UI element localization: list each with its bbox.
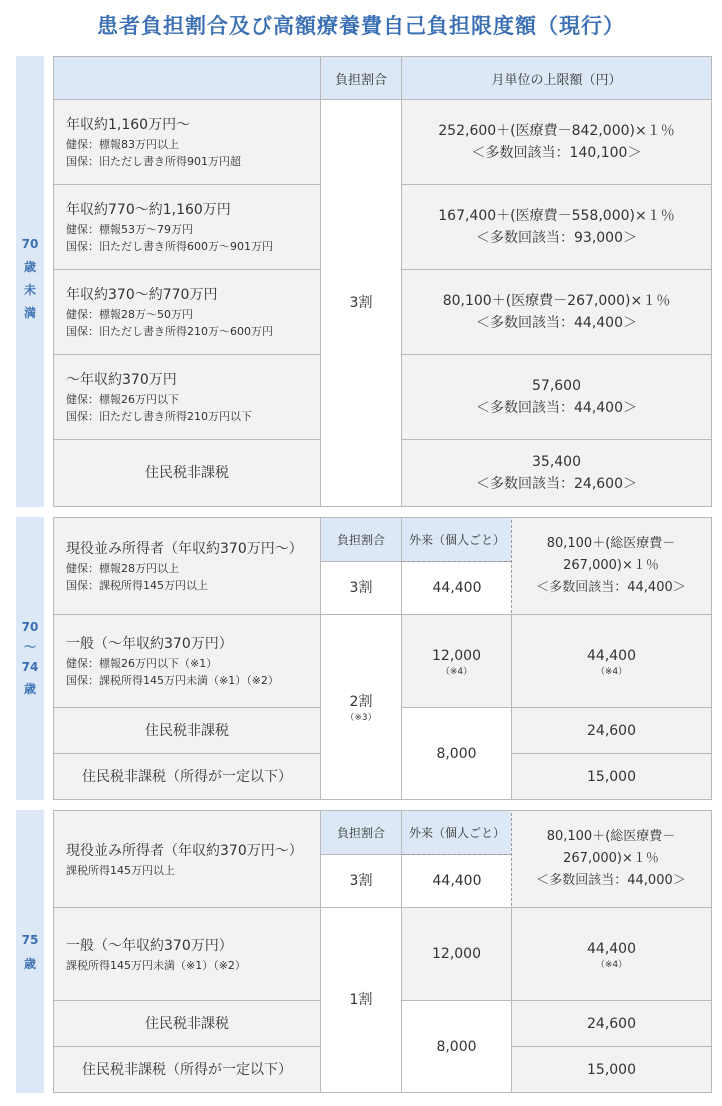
ratio-cell: 3割: [320, 854, 402, 908]
limit-multiple: ＜多数回該当：44,400＞: [536, 580, 686, 595]
limit-nontax-low: 15,000: [511, 753, 712, 800]
age-label-70-74: [16, 517, 44, 800]
income-sub: 国保：旧ただし書き所得210万～600万円: [66, 325, 273, 338]
header-outpatient: 外来（個人ごと）: [401, 810, 512, 855]
ratio-cell: 3割: [320, 561, 402, 615]
limit-note: （※4）: [595, 666, 628, 677]
income-row-high: [53, 517, 321, 615]
age-label-75: [16, 810, 44, 1093]
income-row-nontax: 住民税非課税: [53, 707, 321, 754]
income-main: 年収約370～約770万円: [66, 287, 218, 303]
income-row-general: [53, 907, 321, 1001]
limit-value: 44,400: [587, 647, 636, 664]
income-row-3: [53, 269, 321, 355]
income-row-general: [53, 614, 321, 708]
income-sub: 健保：標報83万円以上: [66, 138, 179, 151]
age-label-char: 歳: [23, 957, 36, 971]
dashed-divider: [511, 520, 512, 613]
ratio-value: 2割: [349, 693, 373, 710]
income-sub: 健保：標報26万円以下: [66, 393, 179, 406]
limit-row-1: [401, 99, 712, 185]
age-label-char: 75: [21, 933, 39, 947]
age-label-char: 歳: [23, 682, 36, 696]
age-label-char: 74: [21, 660, 39, 674]
age-label-char: 70: [21, 620, 39, 634]
ratio-note: （※3）: [345, 712, 377, 723]
income-row-nontax-low: 住民税非課税（所得が一定以下）: [53, 753, 321, 800]
income-sub: 国保：課税所得145万円未満（※1）（※2）: [66, 674, 279, 687]
limit-nontax: 24,600: [511, 1000, 712, 1047]
income-row-5: 住民税非課税: [53, 439, 321, 507]
income-row-nontax: 住民税非課税: [53, 1000, 321, 1047]
limit-formula: 57,600: [532, 378, 581, 394]
age-label-under70: [16, 56, 44, 507]
limit-nontax-low: 15,000: [511, 1046, 712, 1093]
header-ratio: 負担割合: [320, 56, 402, 100]
income-sub: 健保：標報28万円以上: [66, 562, 179, 575]
income-sub: 課税所得145万円以上: [66, 863, 175, 877]
header-blank: [53, 56, 321, 100]
income-sub: 健保：標報53万～79万円: [66, 223, 193, 236]
income-main: 現役並み所得者（年収約370万円～）: [66, 541, 303, 557]
limit-value: 44,400: [587, 940, 636, 957]
limit-high: [511, 810, 712, 908]
income-sub: 国保：課税所得145万円以上: [66, 579, 208, 592]
age-label-char: 満: [23, 306, 36, 320]
income-sub: 国保：旧ただし書き所得600万～901万円: [66, 240, 273, 253]
age-label-char: 歳: [23, 260, 36, 274]
outpatient-general: [401, 614, 512, 708]
outpatient-general: 12,000: [401, 907, 512, 1001]
age-label-char: 未: [23, 283, 36, 297]
income-main: 年収約770～約1,160万円: [66, 202, 231, 218]
income-row-4: [53, 354, 321, 440]
header-monthly-limit: 月単位の上限額（円）: [401, 56, 712, 100]
dashed-divider: [402, 854, 512, 855]
outpatient-value: 12,000: [432, 647, 481, 664]
outpatient-high: 44,400: [401, 561, 512, 615]
limit-multiple: ＜多数回該当：140,100＞: [471, 145, 642, 161]
income-main: 一般（～年収約370万円）: [66, 937, 233, 954]
limit-general: [511, 614, 712, 708]
limit-row-5: [401, 439, 712, 507]
limit-multiple: ＜多数回該当：44,000＞: [536, 873, 686, 888]
limit-general: [511, 907, 712, 1001]
limit-multiple: ＜多数回該当：93,000＞: [476, 230, 637, 246]
income-sub: 健保：標報28万～50万円: [66, 308, 193, 321]
limit-formula: 80,100＋(総医療費－: [546, 536, 676, 551]
outpatient-note: （※4）: [440, 666, 473, 677]
income-sub: 国保：旧ただし書き所得901万円超: [66, 155, 241, 168]
limit-multiple: ＜多数回該当：44,400＞: [476, 315, 637, 331]
income-sub: 国保：旧ただし書き所得210万円以下: [66, 410, 252, 423]
income-main: 現役並み所得者（年収約370万円～）: [66, 842, 303, 859]
income-sub: 課税所得145万円未満（※1）（※2）: [66, 958, 246, 972]
income-main: 年収約1,160万円～: [66, 117, 191, 133]
outpatient-high: 44,400: [401, 854, 512, 908]
income-row-high: [53, 810, 321, 908]
limit-row-3: [401, 269, 712, 355]
limit-formula: 267,000)×１％: [563, 558, 659, 573]
dashed-divider: [402, 561, 512, 562]
limit-high: [511, 517, 712, 615]
limit-note: （※4）: [595, 959, 628, 970]
outpatient-low: 8,000: [401, 707, 512, 800]
header-ratio: 負担割合: [320, 810, 402, 855]
limit-row-4: [401, 354, 712, 440]
outpatient-low: 8,000: [401, 1000, 512, 1093]
limit-formula: 252,600＋(医療費－842,000)×１％: [438, 123, 675, 139]
header-ratio: 負担割合: [320, 517, 402, 562]
limit-multiple: ＜多数回該当：24,600＞: [476, 476, 637, 492]
limit-row-2: [401, 184, 712, 270]
income-main: 一般（～年収約370万円）: [66, 636, 233, 652]
limit-formula: 80,100＋(医療費－267,000)×１％: [442, 293, 671, 309]
income-row-nontax-low: 住民税非課税（所得が一定以下）: [53, 1046, 321, 1093]
limit-nontax: 24,600: [511, 707, 712, 754]
income-main: ～年収約370万円: [66, 372, 177, 388]
limit-formula: 35,400: [532, 454, 581, 470]
income-row-2: [53, 184, 321, 270]
header-outpatient: 外来（個人ごと）: [401, 517, 512, 562]
ratio-cell: 3割: [320, 99, 402, 507]
age-label-char: 70: [21, 237, 39, 251]
limit-formula: 80,100＋(総医療費－: [546, 829, 676, 844]
ratio-cell-general: 1割: [320, 907, 402, 1093]
limit-multiple: ＜多数回該当：44,400＞: [476, 400, 637, 416]
limit-formula: 167,400＋(医療費－558,000)×１％: [438, 208, 675, 224]
age-label-char: ～: [23, 640, 36, 654]
ratio-cell-general: [320, 614, 402, 800]
income-row-1: [53, 99, 321, 185]
page-title: 患者負担割合及び高額療養費自己負担限度額（現行）: [97, 14, 625, 38]
limit-formula: 267,000)×１％: [563, 851, 659, 866]
dashed-divider: [511, 813, 512, 906]
income-sub: 健保：標報26万円以下（※1）: [66, 657, 218, 670]
